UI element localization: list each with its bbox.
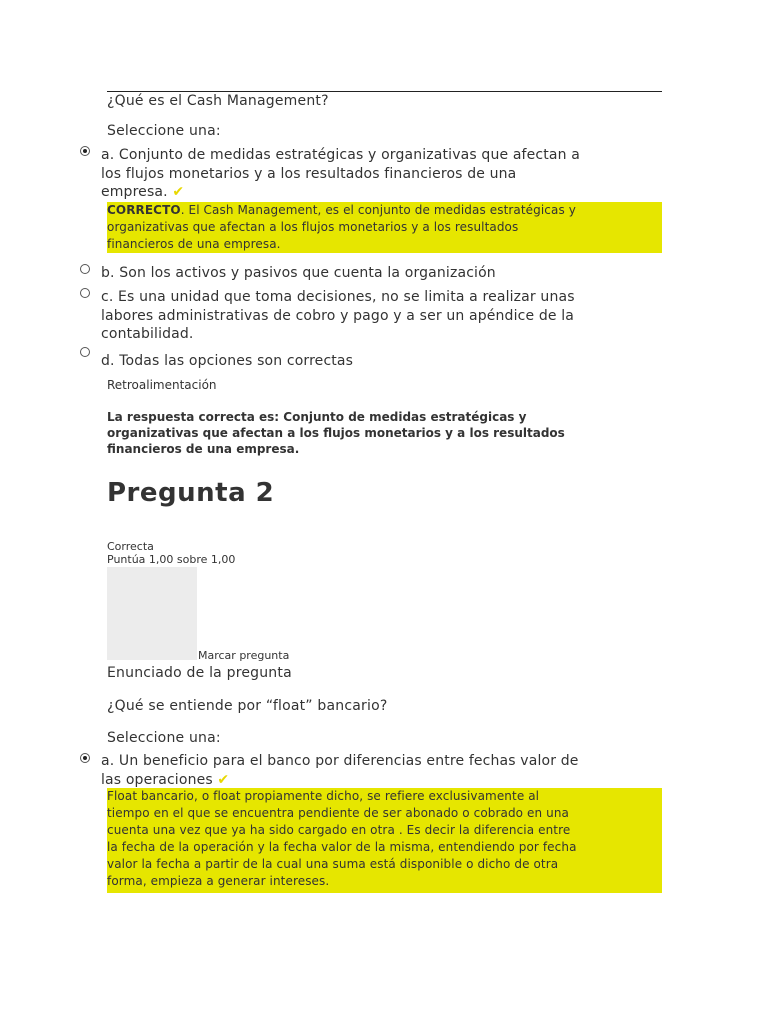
retro-label: Retroalimentación [107,378,217,392]
flag-question-link[interactable]: Marcar pregunta [198,649,290,662]
correct-answer-line: financieros de una empresa. [107,442,300,456]
option-b-radio[interactable] [80,264,90,274]
option-c[interactable] [101,288,661,344]
question-2-heading: Pregunta 2 [107,478,275,508]
option-c-line2: labores administrativas de cobro y pago y a ser un apéndice de la [101,307,574,324]
feedback-correct-strong: CORRECTO [107,203,181,217]
question-1-text: ¿Qué es el Cash Management? [107,93,329,109]
option-b[interactable]: b. Son los activos y pasivos que cuenta la organización [101,265,496,281]
check-icon: ✔ [217,771,230,788]
correct-answer [107,409,667,457]
option-a-radio[interactable] [80,753,90,763]
feedback-line: cuenta una vez que ya ha sido cargado en otra . Es decir la diferencia entre [107,823,571,837]
top-divider [107,91,662,92]
option-a-line3: empresa. [101,184,168,200]
flag-placeholder [107,567,197,660]
option-d[interactable]: d. Todas las opciones son correctas [101,353,354,369]
option-a-line2: las operaciones [101,771,213,788]
option-a-line2: los flujos monetarios y a los resultados financieros de una [101,165,517,182]
option-a-line1: a. Un beneficio para el banco por diferencias entre fechas valor de [101,753,579,769]
statement-label: Enunciado de la pregunta [107,665,292,681]
feedback-line: tiempo en el que se encuentra pendiente de ser abonado o cobrado en una [107,806,570,820]
feedback-line: la fecha de la operación y la fecha valor de la misma, entendiendo por fecha [107,840,577,854]
option-c-line1: c. Es una unidad que toma decisiones, no se limita a realizar unas [101,289,575,305]
question-score: Puntúa 1,00 sobre 1,00 [107,553,236,566]
option-c-radio[interactable] [80,288,90,298]
feedback-line: financieros de una empresa. [107,237,281,251]
select-one-label: Seleccione una: [107,123,221,139]
correct-answer-line: La respuesta correcta es: Conjunto de medidas estratégicas y [107,410,527,424]
option-c-line3: contabilidad. [101,326,194,342]
correct-answer-line: organizativas que afectan a los flujos monetarios y a los resultados [107,426,565,440]
option-a-radio[interactable] [80,146,90,156]
feedback-line: organizativas que afectan a los flujos monetarios y a los resultados [107,220,519,234]
option-a-line1: a. Conjunto de medidas estratégicas y organizativas que afectan a [101,147,580,163]
feedback-line: . El Cash Management, es el conjunto de medidas estratégicas y [180,203,576,217]
feedback-float [107,788,662,893]
option-d-radio[interactable] [80,347,90,357]
question-status: Correcta [107,540,154,553]
feedback-line: valor la fecha a partir de la cual una suma está disponible o dicho de otra [107,857,559,871]
feedback-line: forma, empieza a generar intereses. [107,874,330,888]
check-icon: ✔ [172,184,185,200]
question-2-text: ¿Qué se entiende por “float” bancario? [107,698,388,714]
select-one-label: Seleccione una: [107,730,221,746]
feedback-correct [107,202,662,253]
option-a[interactable] [101,146,661,202]
option-a[interactable] [101,752,661,789]
feedback-line: Float bancario, o float propiamente dicho, se refiere exclusivamente al [107,789,540,803]
